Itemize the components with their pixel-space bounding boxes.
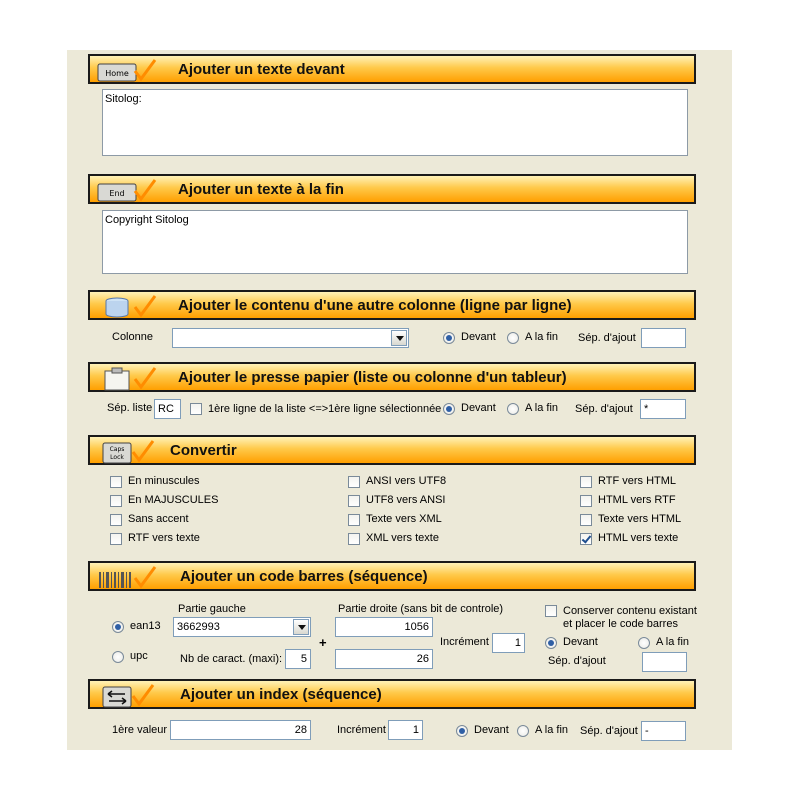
clipboard-section-title: Ajouter le presse papier (liste ou colonne d'un tableur) [178,369,567,386]
column-sep-label: Sép. d'ajout [578,332,636,344]
barcode-increment-label: Incrément [440,636,489,648]
convert-sans-accent-checkbox[interactable] [110,514,122,526]
column-devant-label: Devant [461,331,496,343]
index-increment-label: Incrément [337,724,386,736]
clipboard-section-header [88,362,696,392]
column-a-la-fin-radio[interactable] [507,332,519,344]
convert-xml-texte-label: XML vers texte [366,532,439,544]
database-icon [95,295,157,319]
suffix-section-header [88,174,696,204]
ean13-radio[interactable] [112,621,124,633]
plus-sign: + [319,635,327,650]
nb-caract-label: Nb de caract. (maxi): [180,653,283,665]
convert-rtf-html-checkbox[interactable] [580,476,592,488]
column-select[interactable] [172,328,409,348]
convert-majuscules-label: En MAJUSCULES [128,494,219,506]
column-devant-radio[interactable] [443,332,455,344]
convert-html-texte-checkbox[interactable] [580,533,592,545]
nb-caract-input[interactable]: 5 [285,649,311,669]
upc-radio[interactable] [112,651,124,663]
index-devant-radio[interactable] [456,725,468,737]
prefix-text-area[interactable]: Sitolog: [102,89,688,156]
suffix-text-area[interactable]: Copyright Sitolog [102,210,688,274]
barcode-sep-label: Sép. d'ajout [548,655,606,667]
convert-section-title: Convertir [170,442,237,459]
index-sep-label: Sép. d'ajout [580,725,638,737]
convert-xml-texte-checkbox[interactable] [348,533,360,545]
conserver-checkbox[interactable] [545,605,557,617]
home-key-icon [95,59,157,83]
premiere-valeur-label: 1ère valeur [112,724,168,736]
clipboard-sep-liste-input[interactable]: RC [154,399,181,419]
ean13-label: ean13 [130,620,161,632]
convert-minuscules-label: En minuscules [128,475,200,487]
column-section-header [88,290,696,320]
barcode-icon [95,566,157,590]
convert-rtf-html-label: RTF vers HTML [598,475,677,487]
clipboard-sep-label: Sép. d'ajout [575,403,633,415]
index-section-header [88,679,696,709]
convert-utf8-ansi-label: UTF8 vers ANSI [366,494,446,506]
caps-lock-key-icon [95,440,157,464]
index-a-la-fin-label: A la fin [535,724,569,736]
conserver-label-line1: Conserver contenu existant [563,605,697,617]
convert-texte-xml-label: Texte vers XML [366,513,442,525]
convert-html-rtf-checkbox[interactable] [580,495,592,507]
conserver-label-line2: et placer le code barres [563,618,678,630]
column-a-la-fin-label: A la fin [525,331,559,343]
suffix-section-title: Ajouter un texte à la fin [178,181,344,198]
convert-html-rtf-label: HTML vers RTF [598,494,676,506]
convert-sans-accent-label: Sans accent [128,513,189,525]
convert-minuscules-checkbox[interactable] [110,476,122,488]
convert-ansi-utf8-checkbox[interactable] [348,476,360,488]
clipboard-icon [95,367,157,391]
barcode-a-la-fin-radio[interactable] [638,637,650,649]
convert-texte-html-label: Texte vers HTML [598,513,682,525]
svg-text:Caps: Caps [109,446,125,453]
arrows-swap-icon [95,684,157,708]
index-section-title: Ajouter un index (séquence) [180,686,382,703]
clipboard-sep-input[interactable]: * [640,399,686,419]
index-devant-label: Devant [474,724,509,736]
svg-text:Lock: Lock [110,454,124,461]
index-increment-input[interactable]: 1 [388,720,423,740]
convert-majuscules-checkbox[interactable] [110,495,122,507]
upc-label: upc [130,650,148,662]
clipboard-sep-liste-label: Sép. liste [107,402,153,414]
clipboard-a-la-fin-radio[interactable] [507,403,519,415]
partie-gauche-label: Partie gauche [178,603,246,615]
column-label: Colonne [112,331,153,343]
partie-droite-input-2[interactable]: 26 [335,649,433,669]
clipboard-devant-radio[interactable] [443,403,455,415]
first-line-checkbox[interactable] [190,403,202,415]
prefix-section-header [88,54,696,84]
barcode-increment-input[interactable]: 1 [492,633,525,653]
premiere-valeur-input[interactable]: 28 [170,720,311,740]
barcode-devant-label: Devant [563,636,598,648]
chevron-down-icon[interactable] [391,330,407,346]
svg-text:End: End [109,189,125,198]
convert-texte-xml-checkbox[interactable] [348,514,360,526]
svg-text:Home: Home [105,69,129,78]
chevron-down-icon[interactable] [293,619,309,635]
partie-droite-label: Partie droite (sans bit de controle) [338,603,504,615]
end-key-icon [95,179,157,203]
barcode-sep-input[interactable] [642,652,687,672]
first-line-label: 1ère ligne de la liste <=>1ère ligne sélectionnée [208,403,442,415]
index-a-la-fin-radio[interactable] [517,725,529,737]
convert-texte-html-checkbox[interactable] [580,514,592,526]
column-section-title: Ajouter le contenu d'une autre colonne (ligne par ligne) [178,297,572,314]
convert-utf8-ansi-checkbox[interactable] [348,495,360,507]
barcode-section-header [88,561,696,591]
partie-gauche-select[interactable]: 3662993 [173,617,311,637]
index-sep-input[interactable]: - [641,721,686,741]
convert-section-header [88,435,696,465]
barcode-a-la-fin-label: A la fin [656,636,690,648]
barcode-section-title: Ajouter un code barres (séquence) [180,568,428,585]
prefix-section-title: Ajouter un texte devant [178,61,345,78]
column-sep-input[interactable] [641,328,686,348]
barcode-devant-radio[interactable] [545,637,557,649]
clipboard-devant-label: Devant [461,402,496,414]
partie-droite-input-1[interactable]: 1056 [335,617,433,637]
convert-rtf-texte-checkbox[interactable] [110,533,122,545]
convert-ansi-utf8-label: ANSI vers UTF8 [366,475,447,487]
convert-html-texte-label: HTML vers texte [598,532,679,544]
convert-rtf-texte-label: RTF vers texte [128,532,200,544]
clipboard-a-la-fin-label: A la fin [525,402,559,414]
